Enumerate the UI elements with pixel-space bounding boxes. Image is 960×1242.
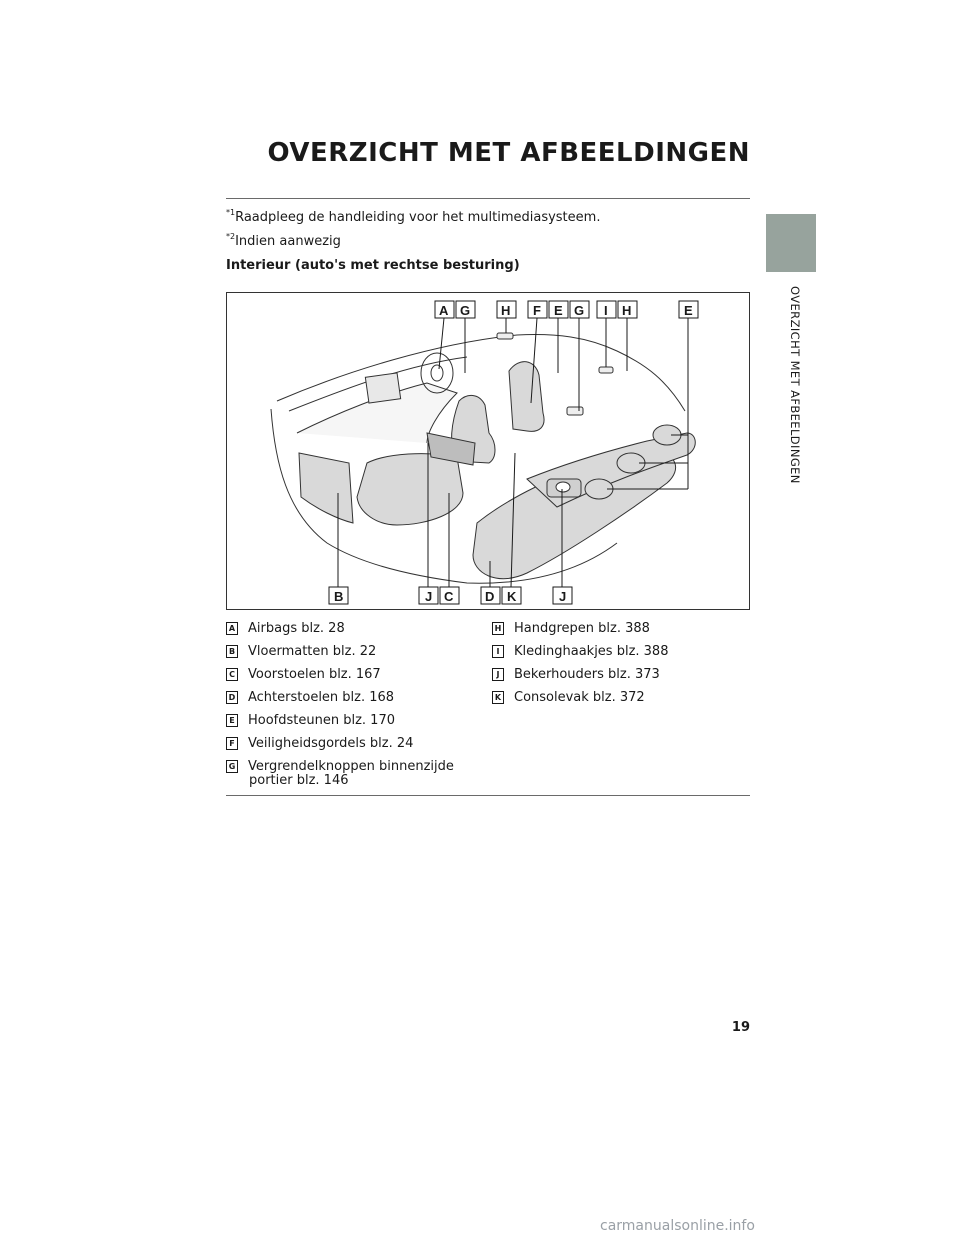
legend-key-badge: K — [492, 691, 504, 704]
legend-key-badge: I — [492, 645, 504, 658]
legend-key-badge: A — [226, 622, 238, 635]
car-interior-drawing — [227, 293, 751, 611]
footnote-1 — [226, 208, 600, 225]
legend-item-a — [226, 622, 476, 636]
legend-item-i — [492, 645, 750, 659]
label-top-6: G — [574, 303, 585, 318]
interior-illustration — [226, 292, 750, 610]
legend-key-badge: E — [226, 714, 238, 727]
legend-item-c — [226, 668, 476, 682]
legend-item-e — [226, 714, 476, 728]
legend-item-f — [226, 737, 476, 751]
legend-item-text: Veiligheidsgordels blz. 24 — [248, 736, 414, 751]
footnote-1-text: Raadpleeg de handleiding voor het multimediasysteem. — [235, 210, 601, 225]
legend-item-text: Airbags blz. 28 — [248, 621, 345, 636]
title-divider — [226, 198, 750, 199]
figure-subheading: Interieur (auto's met rechtse besturing) — [226, 258, 520, 273]
label-bottom-2: J — [425, 589, 433, 604]
legend-item-h — [492, 622, 750, 636]
label-top-1: A — [439, 303, 449, 318]
label-top-2: G — [460, 303, 471, 318]
legend-item-k — [492, 691, 750, 705]
label-top-9: E — [684, 303, 693, 318]
legend-item-text: Voorstoelen blz. 167 — [248, 667, 381, 682]
legend-item-text: Consolevak blz. 372 — [514, 690, 645, 705]
legend-item-text: Vloermatten blz. 22 — [248, 644, 377, 659]
label-top-7: I — [604, 303, 608, 318]
legend-item-d — [226, 691, 476, 705]
legend-item-text: Handgrepen blz. 388 — [514, 621, 650, 636]
footnote-2-text: Indien aanwezig — [235, 234, 341, 249]
legend-key-badge: F — [226, 737, 238, 750]
legend-item-text: Bekerhouders blz. 373 — [514, 667, 660, 682]
label-bottom-1: B — [334, 589, 344, 604]
page-number: 19 — [731, 1020, 750, 1035]
legend-item-text: Achterstoelen blz. 168 — [248, 690, 395, 705]
label-top-3: H — [501, 303, 511, 318]
legend-right — [492, 622, 750, 714]
legend-item-b — [226, 645, 476, 659]
label-top-8: H — [622, 303, 632, 318]
label-top-4: F — [533, 303, 541, 318]
footnote-2 — [226, 232, 341, 249]
legend-left — [226, 622, 476, 797]
legend-item-g — [226, 760, 476, 788]
label-top-5: E — [554, 303, 563, 318]
label-bottom-5: K — [507, 589, 517, 604]
legend-key-badge: G — [226, 760, 238, 773]
footnote-1-marker: *1 — [226, 208, 236, 217]
label-bottom-6: J — [559, 589, 567, 604]
section-tab — [766, 214, 816, 272]
footnote-2-marker: *2 — [226, 232, 236, 241]
label-bottom-4: D — [485, 589, 495, 604]
bottom-divider — [226, 795, 750, 796]
legend-item-text: Vergrendelknoppen binnenzijde — [248, 759, 454, 774]
section-tab-label: OVERZICHT MET AFBEELDINGEN — [788, 286, 802, 484]
watermark-link[interactable]: carmanualsonline.info — [600, 1218, 755, 1234]
legend-key-badge: H — [492, 622, 504, 635]
legend-item-text: Kledinghaakjes blz. 388 — [514, 644, 669, 659]
legend-key-badge: C — [226, 668, 238, 681]
page-title: OVERZICHT MET AFBEELDINGEN — [267, 138, 750, 168]
legend-key-badge: J — [492, 668, 504, 681]
label-bottom-3: C — [444, 589, 454, 604]
legend-item-text-continued: portier blz. 146 — [249, 773, 349, 788]
legend-key-badge: B — [226, 645, 238, 658]
legend-item-text: Hoofdsteunen blz. 170 — [248, 713, 395, 728]
legend-item-j — [492, 668, 750, 682]
legend-key-badge: D — [226, 691, 238, 704]
